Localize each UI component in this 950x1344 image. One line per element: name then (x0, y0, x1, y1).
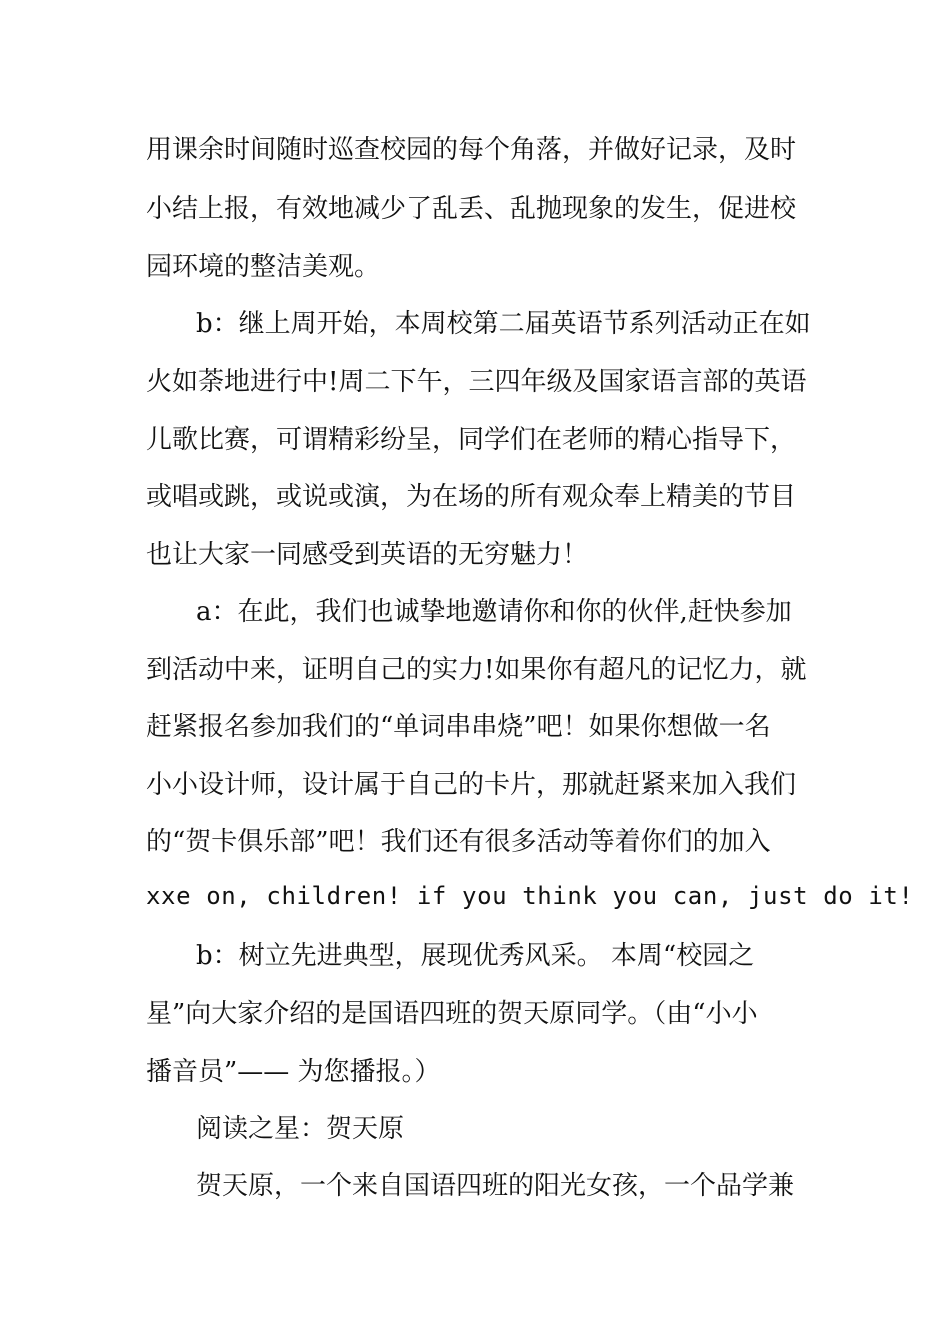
text-line: 小小设计师，设计属于自己的卡片，那就赶紧来加入我们 (146, 770, 797, 800)
text-line: 儿歌比赛，可谓精彩纷呈，同学们在老师的精心指导下， (146, 425, 797, 455)
text-line: 的“贺卡俱乐部”吧！我们还有很多活动等着你们的加入 (146, 827, 771, 857)
text-line: 赶紧报名参加我们的“单词串串烧”吧！如果你想做一名 (146, 712, 771, 742)
paragraph-start-line: b：继上周开始，本周校第二届英语节系列活动正在如 (196, 309, 811, 339)
section-heading: 阅读之星：贺天原 (196, 1114, 405, 1144)
paragraph-start-line: a：在此，我们也诚挚地邀请你和你的伙伴,赶快参加 (196, 597, 792, 627)
text-line: 火如荼地进行中!周二下午，三四年级及国家语言部的英语 (146, 367, 807, 397)
english-text-line: xxe on, children! if you think you can, just do it! (146, 882, 914, 910)
text-line: 小结上报，有效地减少了乱丢、乱抛现象的发生，促进校 (146, 194, 797, 224)
text-line: 到活动中来，证明自己的实力!如果你有超凡的记忆力，就 (146, 655, 807, 685)
text-line: 星”向大家介绍的是国语四班的贺天原同学。（由“小小 (146, 999, 758, 1029)
text-line: 或唱或跳，或说或演，为在场的所有观众奉上精美的节目 (146, 482, 797, 512)
text-line: 用课余时间随时巡查校园的每个角落，并做好记录，及时 (146, 135, 797, 165)
text-line: 也让大家一同感受到英语的无穷魅力！ (146, 540, 589, 570)
paragraph-start-line: b：树立先进典型，展现优秀风采。 本周“校园之 (196, 941, 755, 971)
paragraph-start-line: 贺天原，一个来自国语四班的阳光女孩，一个品学兼 (196, 1171, 795, 1201)
text-line: 园环境的整洁美观。 (146, 252, 381, 282)
text-line: 播音员”—— 为您播报。） (146, 1057, 441, 1087)
